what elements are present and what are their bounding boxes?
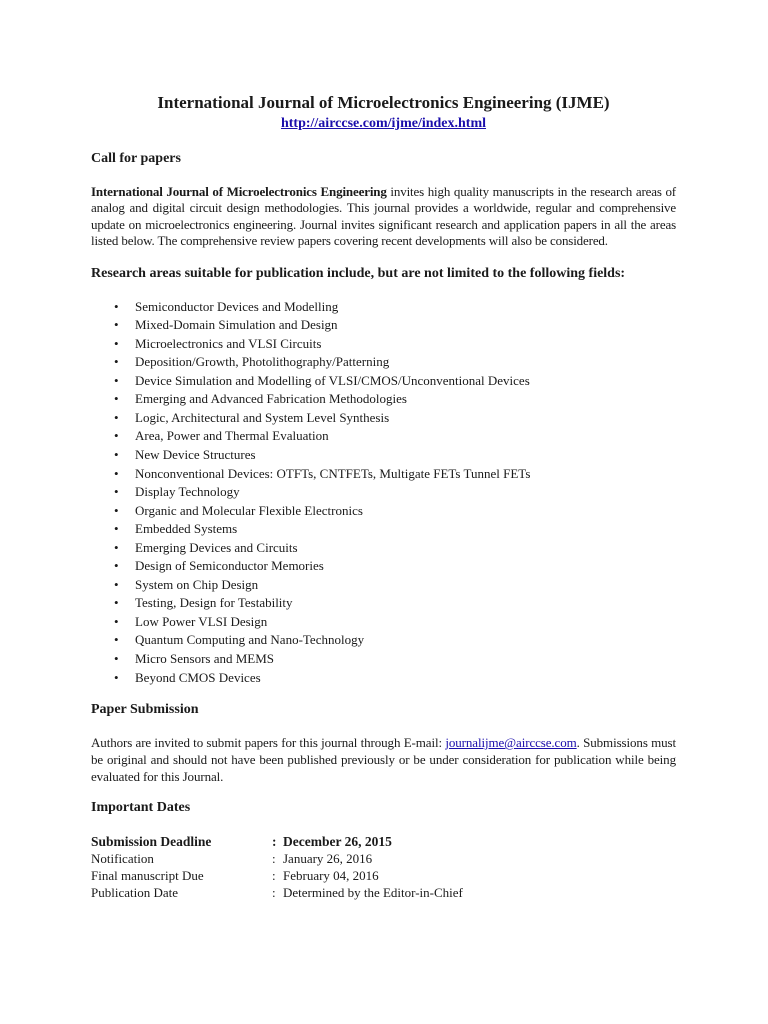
list-item-text: Deposition/Growth, Photolithography/Patterning — [135, 354, 390, 370]
list-item-text: Area, Power and Thermal Evaluation — [135, 428, 329, 444]
date-separator: : — [272, 834, 277, 850]
submission-text-after: . Submissions must be original and should not have been published previously or be under consideration for publication while being evaluated for this Journal. — [91, 735, 676, 785]
date-value: February 04, 2016 — [283, 868, 379, 884]
list-item-text: Logic, Architectural and System Level Synthesis — [135, 409, 390, 425]
call-for-papers-heading: Call for papers — [91, 151, 181, 166]
bullet-icon: • — [114, 372, 119, 388]
paper-submission-heading: Paper Submission — [91, 702, 199, 718]
date-label: Publication Date — [91, 885, 179, 901]
list-item-text: Semiconductor Devices and Modelling — [135, 298, 339, 314]
bullet-icon: • — [114, 539, 119, 555]
bullet-icon: • — [114, 447, 119, 462]
date-label: Submission Deadline — [91, 834, 212, 850]
list-item-text: Nonconventional Devices: OTFTs, CNTFETs, Multigate FETs Tunnel FETs — [135, 465, 531, 481]
list-item — [91, 427, 676, 446]
journal-name-bold: International Journal of Microelectronics Engineering — [91, 184, 387, 199]
date-value: January 26, 2016 — [283, 851, 373, 867]
call-for-papers-paragraph — [91, 184, 676, 250]
list-item — [91, 353, 676, 372]
list-item-text: Emerging and Advanced Fabrication Methodologies — [135, 391, 407, 407]
research-areas-heading: Research areas suitable for publication include, but are not limited to the following fields: — [91, 265, 626, 281]
list-item — [91, 483, 676, 502]
submission-email-link[interactable]: journalijme@airccse.com — [445, 735, 577, 751]
bullet-icon: • — [114, 521, 119, 537]
list-item-text: New Device Structures — [135, 447, 256, 462]
list-item-text: Mixed-Domain Simulation and Design — [135, 317, 338, 333]
list-item-text: Low Power VLSI Design — [135, 613, 268, 629]
bullet-icon: • — [114, 428, 119, 444]
list-item — [91, 669, 676, 688]
journal-url-link[interactable]: http://airccse.com/ijme/index.html — [280, 116, 487, 131]
date-separator: : — [272, 868, 276, 884]
date-label: Notification — [91, 851, 154, 867]
table-row — [91, 867, 463, 884]
bullet-icon: • — [114, 669, 119, 685]
list-item-text: Quantum Computing and Nano-Technology — [135, 632, 365, 648]
date-separator: : — [272, 885, 276, 901]
bullet-icon: • — [114, 613, 119, 629]
date-value: December 26, 2015 — [283, 834, 392, 850]
call-for-papers-body: invites high quality manuscripts in the research areas of analog and digital circuit design methodologies. This journal provides a worldwide, regular and comprehensive update on microelectronics engineering. Journal invites significant research and application papers in all the areas listed below. The comprehensive review papers covering recent developments will also be considered. — [91, 184, 676, 249]
list-item — [91, 576, 676, 595]
list-item — [91, 557, 676, 576]
date-label: Final manuscript Due — [91, 868, 204, 884]
journal-title: International Journal of Microelectronics Engineering (IJME) — [157, 93, 610, 112]
list-item-text: Microelectronics and VLSI Circuits — [135, 335, 322, 351]
bullet-icon: • — [114, 409, 119, 425]
list-item — [91, 446, 676, 465]
list-item — [91, 316, 676, 335]
bullet-icon: • — [114, 632, 119, 648]
list-item — [91, 409, 676, 428]
list-item — [91, 631, 676, 650]
table-row — [91, 833, 463, 850]
bullet-icon: • — [114, 595, 119, 611]
list-item — [91, 465, 676, 484]
list-item-text: Emerging Devices and Circuits — [135, 539, 298, 555]
list-item — [91, 390, 676, 409]
important-dates-heading: Important Dates — [91, 800, 191, 816]
bullet-icon: • — [114, 317, 119, 333]
date-separator: : — [272, 851, 276, 867]
list-item-text: Organic and Molecular Flexible Electronics — [135, 502, 363, 518]
bullet-icon: • — [114, 651, 119, 667]
research-areas-list — [91, 298, 676, 687]
list-item-text: Beyond CMOS Devices — [135, 669, 261, 685]
bullet-icon: • — [114, 335, 119, 351]
list-item — [91, 298, 676, 317]
important-dates-table — [91, 833, 463, 901]
list-item-text: Design of Semiconductor Memories — [135, 558, 324, 574]
list-item — [91, 502, 676, 521]
list-item-text: Display Technology — [135, 484, 240, 500]
bullet-icon: • — [114, 558, 119, 574]
bullet-icon: • — [114, 354, 119, 370]
bullet-icon: • — [114, 465, 119, 481]
bullet-icon: • — [114, 298, 119, 314]
bullet-icon: • — [114, 391, 119, 407]
submission-text-before: Authors are invited to submit papers for this journal through E-mail: — [91, 735, 446, 751]
list-item-text: System on Chip Design — [135, 576, 259, 592]
list-item — [91, 335, 676, 354]
list-item-text: Embedded Systems — [135, 521, 238, 537]
journal-url-line — [91, 115, 676, 133]
bullet-icon: • — [114, 502, 119, 518]
list-item — [91, 520, 676, 539]
list-item — [91, 613, 676, 632]
table-row — [91, 884, 463, 901]
list-item — [91, 594, 676, 613]
list-item — [91, 372, 676, 391]
list-item — [91, 539, 676, 558]
list-item-text: Testing, Design for Testability — [135, 595, 293, 611]
list-item-text: Device Simulation and Modelling of VLSI/CMOS/Unconventional Devices — [135, 372, 530, 388]
bullet-icon: • — [114, 484, 119, 500]
bullet-icon: • — [114, 576, 119, 592]
list-item — [91, 650, 676, 669]
paper-submission-paragraph — [91, 734, 676, 785]
table-row — [91, 850, 463, 867]
list-item-text: Micro Sensors and MEMS — [135, 651, 275, 667]
date-value: Determined by the Editor-in-Chief — [283, 885, 463, 901]
